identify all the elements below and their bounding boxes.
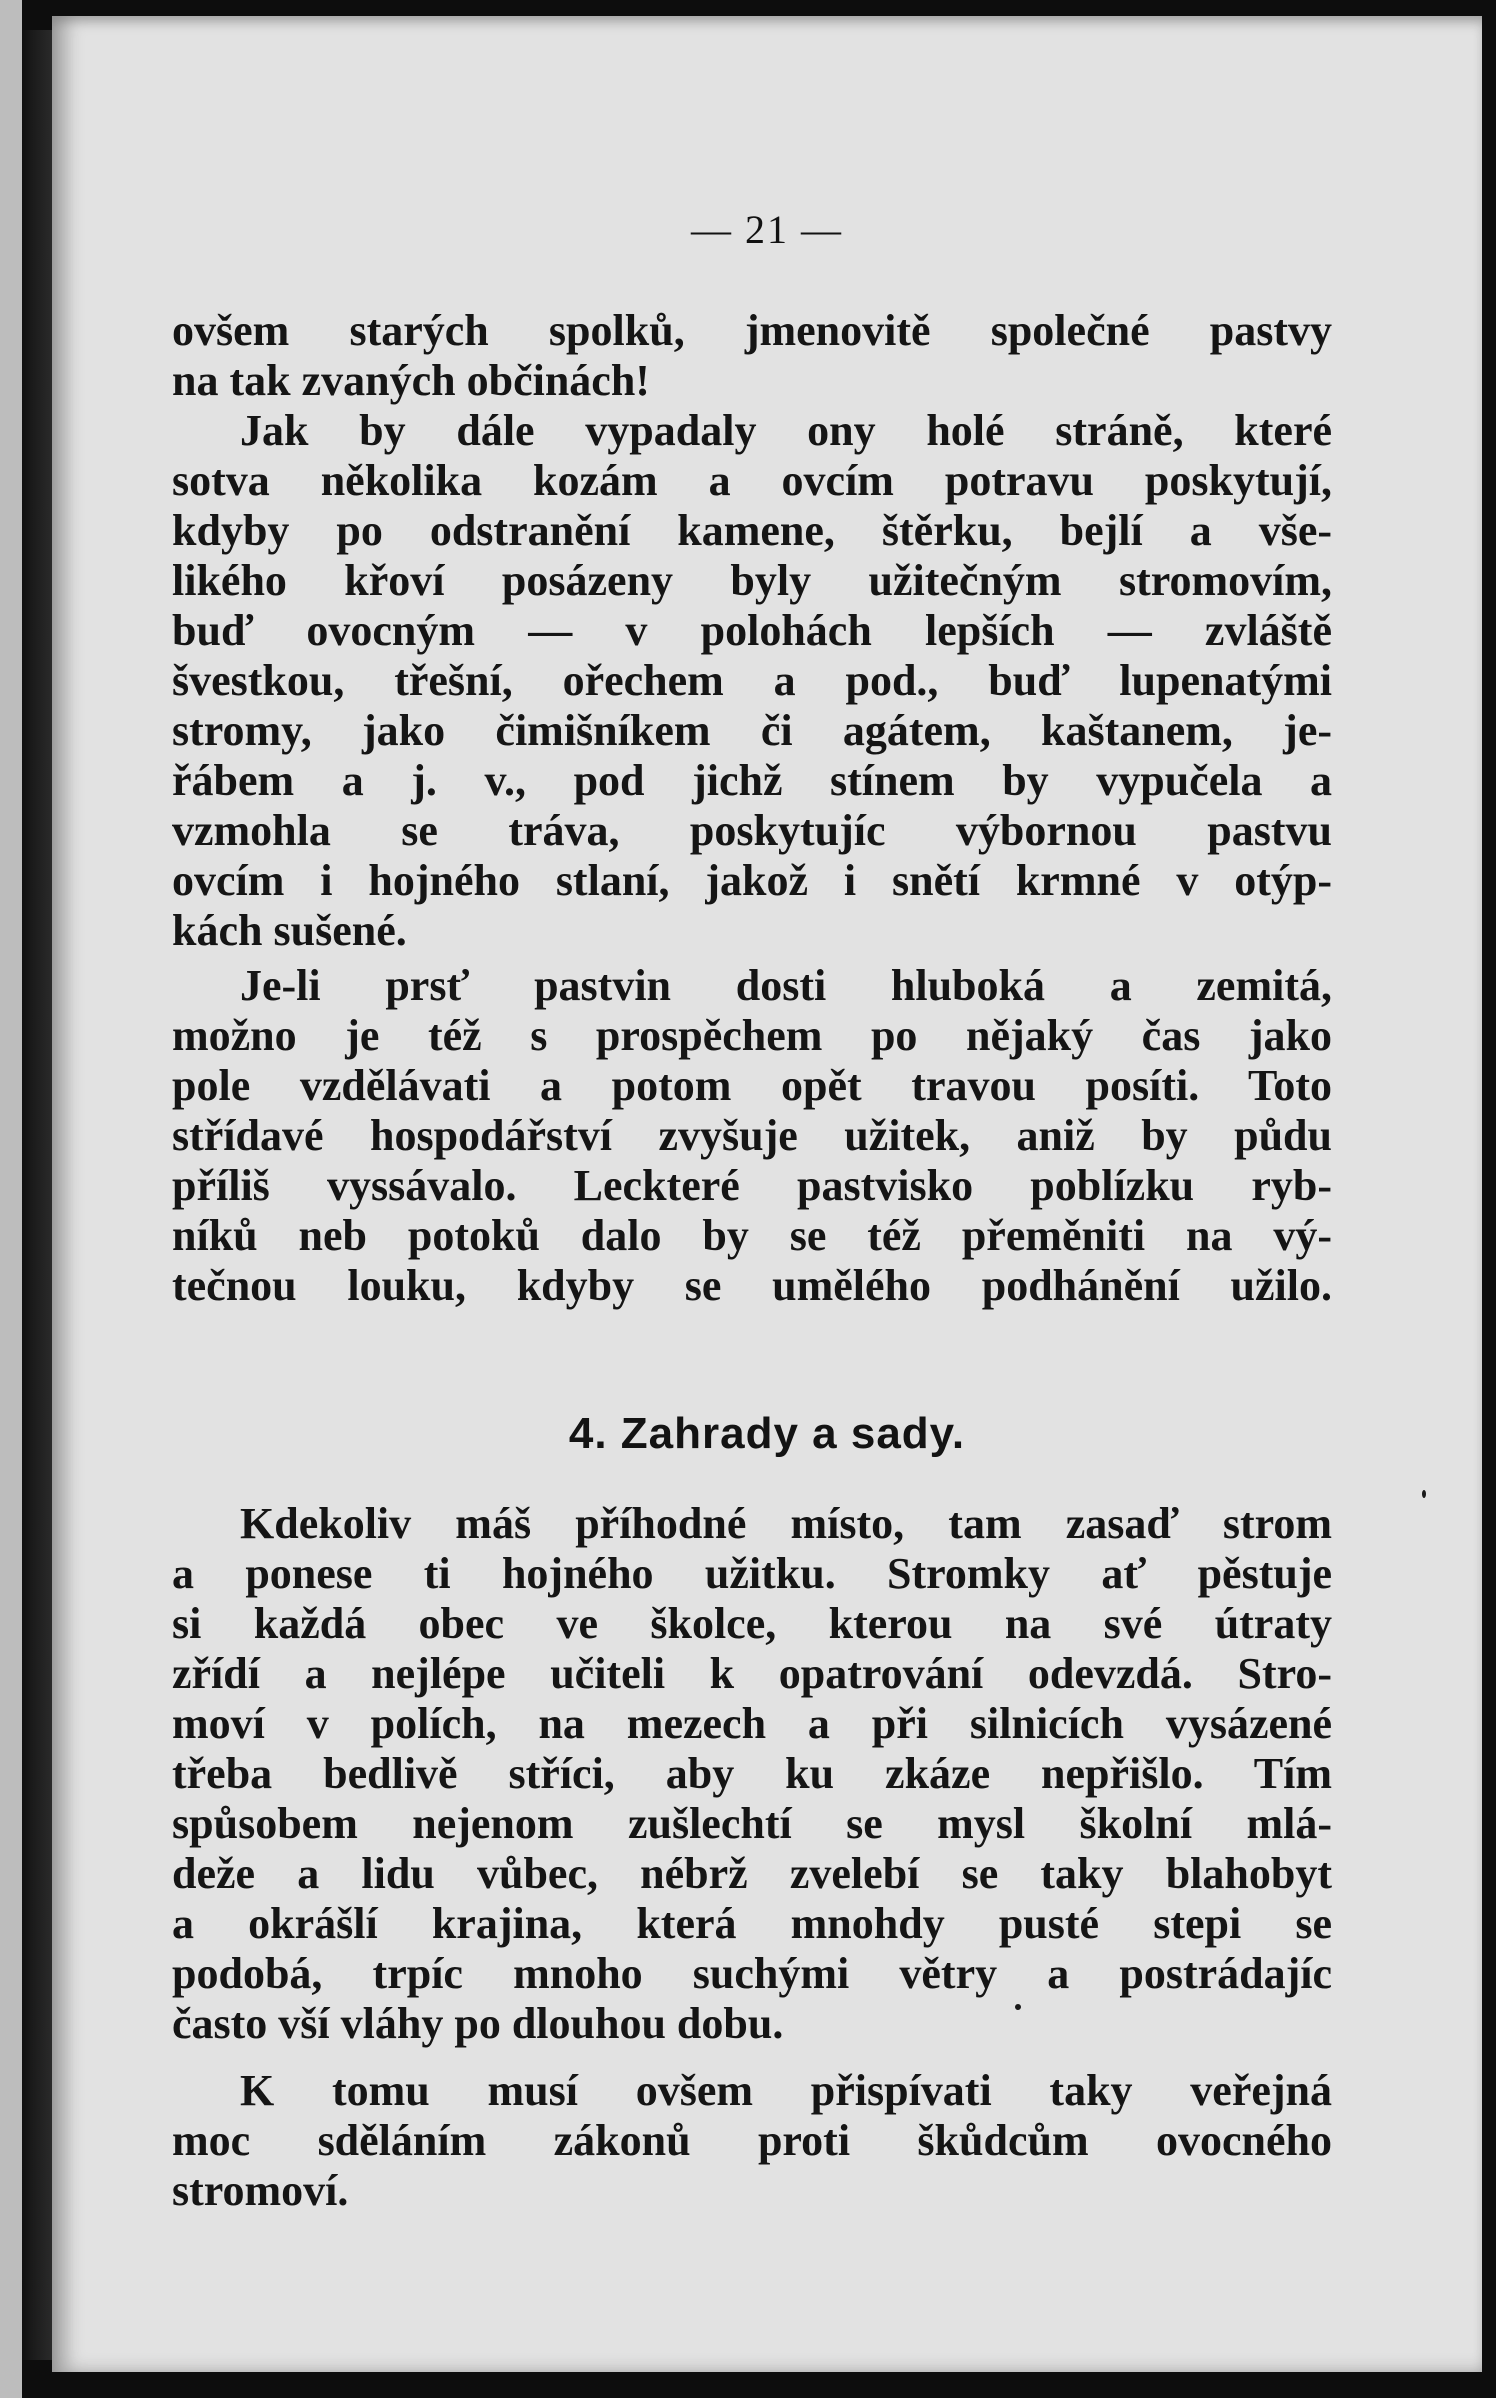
- text-line: příliš vyssávalo. Leckteré pastvisko poblízku ryb-: [172, 1161, 1332, 1210]
- text-line: Je-li prsť pastvin dosti hluboká a zemitá,: [240, 961, 1332, 1010]
- text-line: K tomu musí ovšem přispívati taky veřejná: [240, 2066, 1332, 2115]
- text-line: moc sděláním zákonů proti škůdcům ovocného: [172, 2116, 1332, 2165]
- text-line: vzmohla se tráva, poskytujíc výbornou pastvu: [172, 806, 1332, 855]
- text-line: sotva několika kozám a ovcím potravu poskytují,: [172, 456, 1332, 505]
- text-line: často vší vláhy po dlouhou dobu.: [172, 1999, 784, 2048]
- print-speck: [1422, 1490, 1426, 1498]
- text-line: střídavé hospodářství zvyšuje užitek, aniž by půdu: [172, 1111, 1332, 1160]
- text-line: možno je též s prospěchem po nějaký čas jako: [172, 1011, 1332, 1060]
- text-line: stromoví.: [172, 2166, 349, 2215]
- text-line: ovšem starých spolků, jmenovitě společné pastvy: [172, 306, 1332, 355]
- text-line: a ponese ti hojného užitku. Stromky ať pěstuje: [172, 1549, 1332, 1598]
- text-line: a okrášlí krajina, která mnohdy pusté stepi se: [172, 1899, 1332, 1948]
- text-line: řábem a j. v., pod jichž stínem by vypučela a: [172, 756, 1332, 805]
- scan-left-strip: [0, 0, 22, 2398]
- paragraph-group-2: [172, 961, 1332, 1311]
- text-line: třeba bedlivě stříci, aby ku zkáze nepřišlo. Tím: [172, 1749, 1332, 1798]
- text-line: Jak by dále vypadaly ony holé stráně, které: [240, 406, 1332, 455]
- paragraph-group-4: [172, 2066, 1332, 2216]
- text-line: kách sušené.: [172, 906, 407, 955]
- text-line: švestkou, třešní, ořechem a pod., buď lupenatými: [172, 656, 1332, 705]
- book-page: [52, 16, 1482, 2372]
- print-speck: [1015, 2004, 1021, 2010]
- text-line: podobá, trpíc mnoho suchými větry a postrádajíc: [172, 1949, 1332, 1998]
- text-line: stromy, jako čimišníkem či agátem, kaštanem, je-: [172, 706, 1332, 755]
- text-line: moví v polích, na mezech a při silnicích vysázené: [172, 1699, 1332, 1748]
- text-line: likého křoví posázeny byly užitečným stromovím,: [172, 556, 1332, 605]
- text-line: zřídí a nejlépe učiteli k opatrování odevzdá. Stro-: [172, 1649, 1332, 1698]
- paragraph-group-3: [172, 1499, 1332, 2049]
- text-line: na tak zvaných občinách!: [172, 356, 650, 405]
- text-line: níků neb potoků dalo by se též přeměniti na vý-: [172, 1211, 1332, 1260]
- text-line: buď ovocným — v polohách lepších — zvláště: [172, 606, 1332, 655]
- text-line: Kdekoliv máš příhodné místo, tam zasaď strom: [240, 1499, 1332, 1548]
- text-line: spůsobem nejenom zušlechtí se mysl školní mlá-: [172, 1799, 1332, 1848]
- page-number: — 21 —: [691, 207, 843, 252]
- book-binding-edge: [22, 30, 52, 2360]
- text-line: deže a lidu vůbec, nébrž zvelebí se taky blahobyt: [172, 1849, 1332, 1898]
- text-line: si každá obec ve školce, kterou na své útraty: [172, 1599, 1332, 1648]
- text-line: ovcím i hojného stlaní, jakož i snětí krmné v otýp-: [172, 856, 1332, 905]
- text-line: pole vzdělávati a potom opět travou posíti. Toto: [172, 1061, 1332, 1110]
- section-heading: 4. Zahrady a sady.: [568, 1409, 966, 1458]
- paragraph-group-1: [172, 306, 1332, 956]
- text-line: kdyby po odstranění kamene, štěrku, bejlí a vše-: [172, 506, 1332, 555]
- text-line: tečnou louku, kdyby se umělého podhánění užilo.: [172, 1261, 1332, 1310]
